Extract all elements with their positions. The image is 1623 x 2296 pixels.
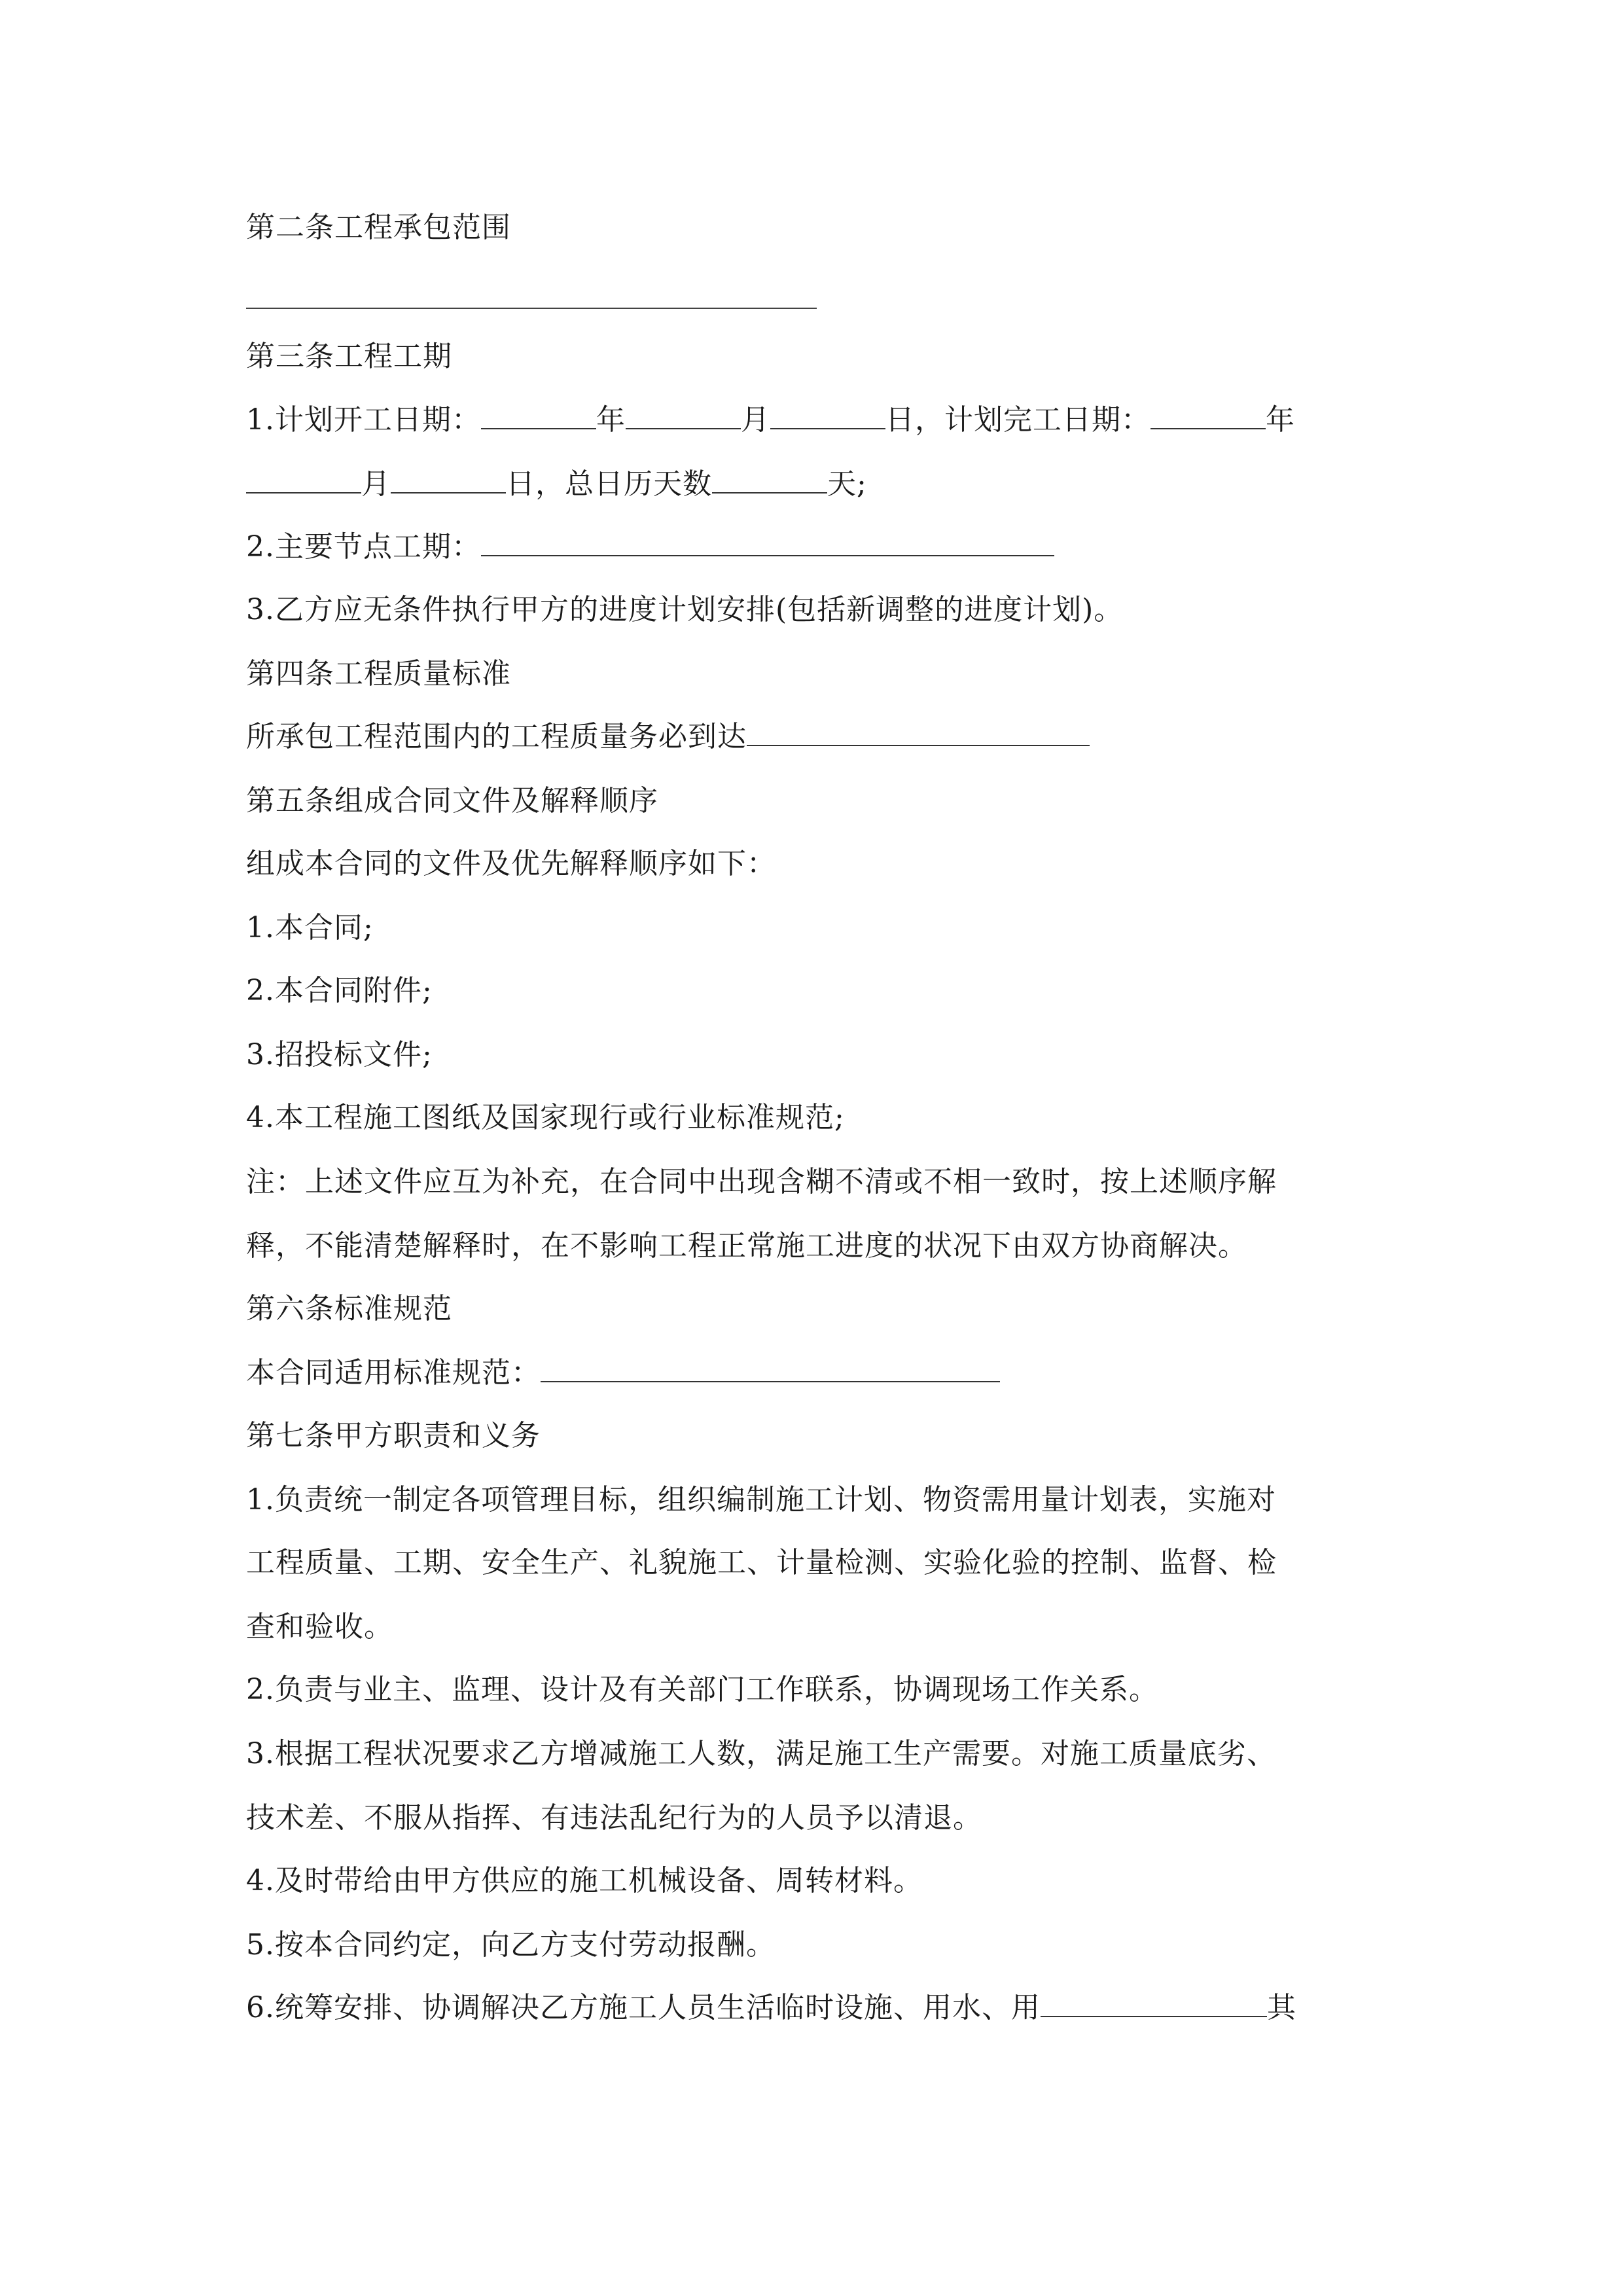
item6-prefix: 6.统筹安排、协调解决乙方施工人员生活临时设施、用水、用	[246, 1991, 1041, 2024]
article3-item3: 3.乙方应无条件执行甲方的进度计划安排(包括新调整的进度计划)。	[246, 593, 1124, 626]
article2-heading: 第二条工程承包范围	[246, 211, 511, 244]
day-comma-label: 日，	[885, 403, 944, 437]
article5-item-4: 4.本工程施工图纸及国家现行或行业标准规范;	[246, 1101, 845, 1134]
article3-item1-line2	[246, 465, 867, 504]
end-month-blank[interactable]	[246, 466, 361, 493]
quality-text: 所承包工程范围内的工程质量务必到达	[246, 720, 747, 753]
item2-prefix: 2.主要节点工期：	[246, 530, 481, 564]
year-label: 年	[596, 403, 626, 437]
milestone-blank[interactable]	[481, 529, 1054, 556]
start-year-blank[interactable]	[481, 402, 596, 429]
article5-note-line1: 注：上述文件应互为补充，在合同中出现含糊不清或不相一致时，按上述顺序解	[246, 1165, 1277, 1198]
article7-item1-line1: 1.负责统一制定各项管理目标，组织编制施工计划、物资需用量计划表，实施对	[246, 1483, 1276, 1516]
month-label: 月	[740, 403, 770, 437]
item6-suffix: 其	[1266, 1991, 1296, 2024]
article3-item2	[246, 528, 1054, 567]
article2-scope-blank[interactable]	[246, 308, 817, 309]
standards-blank[interactable]	[541, 1355, 1000, 1382]
article3-item1-line1	[246, 401, 1295, 440]
end-month-label: 月	[361, 467, 391, 501]
article5-item-3: 3.招投标文件;	[246, 1038, 433, 1071]
quality-standard-blank[interactable]	[747, 719, 1090, 746]
end-year-label: 年	[1265, 403, 1295, 437]
article3-heading: 第三条工程工期	[246, 340, 452, 373]
article7-item3-line1: 3.根据工程状况要求乙方增减施工人数，满足施工生产需要。对施工质量底劣、	[246, 1737, 1276, 1770]
article4-heading: 第四条工程质量标准	[246, 657, 511, 691]
article5-heading: 第五条组成合同文件及解释顺序	[246, 784, 658, 817]
article7-item5: 5.按本合同约定，向乙方支付劳动报酬。	[246, 1928, 776, 1962]
article7-item1-line3: 查和验收。	[246, 1610, 393, 1643]
article7-item2: 2.负责与业主、监理、设计及有关部门工作联系，协调现场工作关系。	[246, 1673, 1158, 1706]
end-day-blank[interactable]	[391, 466, 506, 493]
start-month-blank[interactable]	[626, 402, 741, 429]
days-label: 天;	[827, 467, 867, 501]
planned-end-label: 计划完工日期：	[944, 403, 1150, 437]
article6-heading: 第六条标准规范	[246, 1292, 452, 1325]
article7-item4: 4.及时带给由甲方供应的施工机械设备、周转材料。	[246, 1864, 923, 1897]
utilities-blank[interactable]	[1041, 1990, 1267, 2017]
end-year-blank[interactable]	[1150, 402, 1266, 429]
article4-text	[246, 717, 1090, 757]
article7-item1-line2: 工程质量、工期、安全生产、礼貌施工、计量检测、实验化验的控制、监督、检	[246, 1546, 1277, 1579]
item1-prefix: 1.计划开工日期：	[246, 403, 481, 437]
day-total-label: 日，总日历天数	[506, 467, 712, 501]
article5-intro: 组成本合同的文件及优先解释顺序如下：	[246, 847, 776, 880]
standards-text: 本合同适用标准规范：	[246, 1356, 541, 1390]
start-day-blank[interactable]	[770, 402, 885, 429]
article5-item-2: 2.本合同附件;	[246, 974, 433, 1007]
article5-item-1: 1.本合同;	[246, 911, 374, 944]
article7-item6	[246, 1988, 1296, 2028]
total-days-blank[interactable]	[712, 466, 827, 493]
article7-heading: 第七条甲方职责和义务	[246, 1419, 541, 1452]
article6-text	[246, 1354, 1000, 1393]
article7-item3-line2: 技术差、不服从指挥、有违法乱纪行为的人员予以清退。	[246, 1801, 982, 1835]
article5-note-line2: 释，不能清楚解释时，在不影响工程正常施工进度的状况下由双方协商解决。	[246, 1229, 1247, 1263]
